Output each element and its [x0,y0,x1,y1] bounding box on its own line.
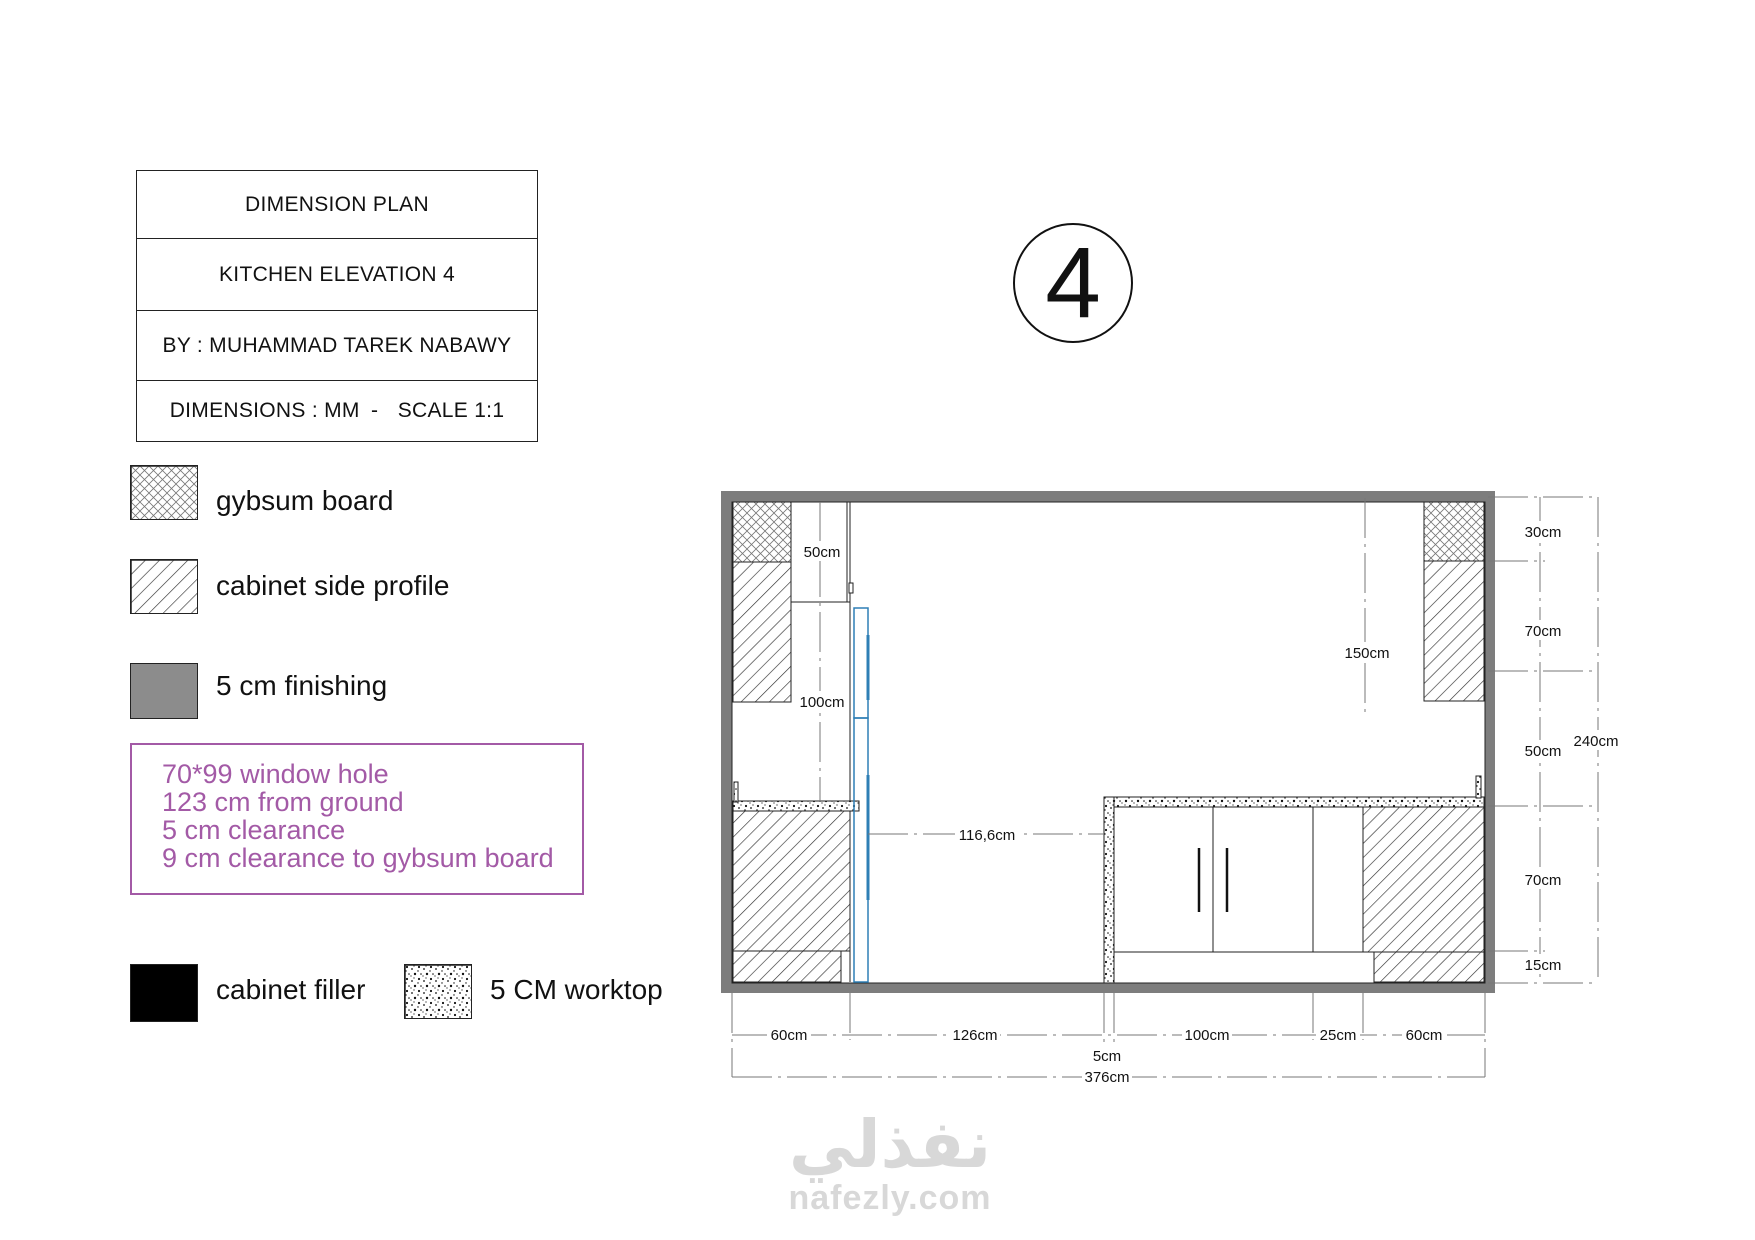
left-gypsum-board [733,502,791,562]
dim-50-upper: 50cm [803,544,841,561]
worktop-label: 5 CM worktop [490,974,663,1005]
dim-b60-left: 60cm [770,1027,808,1044]
separator: - [371,399,379,422]
dim-70-upper: 70cm [1524,623,1562,640]
dim-b60-right: 60cm [1405,1027,1443,1044]
dim-b126: 126cm [952,1027,998,1044]
dim-b100: 100cm [1184,1027,1230,1044]
dim-b25: 25cm [1319,1027,1357,1044]
right-gypsum-board [1424,502,1484,561]
watermark [760,1106,1020,1217]
elevation-number: 4 [1045,227,1101,339]
watermark-latin: nafezly.com [788,1179,992,1217]
gypsum-label: gybsum board [216,485,394,516]
left-upper-cabinet [733,562,791,702]
scale-label: SCALE 1:1 [397,399,505,422]
dim-50-right: 50cm [1524,743,1562,760]
dim-b5: 5cm [1092,1048,1122,1065]
watermark-arabic: نفذلي [789,1106,991,1183]
note-line-2: 123 cm from ground [162,787,404,817]
finishing-label: 5 cm finishing [216,670,388,701]
left-base-cabinet [733,811,850,982]
units-label: DIMENSIONS : MM [169,399,360,422]
dim-150: 150cm [1344,645,1390,662]
author-label: BY : MUHAMMAD TAREK NABAWY [162,333,512,357]
dim-240: 240cm [1573,733,1619,750]
dim-70-lower: 70cm [1524,872,1562,889]
note-line-1: 70*99 window hole [162,759,389,789]
right-upper-cabinet [1424,561,1484,701]
dim-30: 30cm [1524,524,1562,541]
dim-15: 15cm [1524,957,1562,974]
note-line-4: 9 cm clearance to gybsum board [162,843,554,873]
note-line-3: 5 cm clearance [162,815,346,845]
filler-label: cabinet filler [216,974,366,1005]
dim-116-6: 116,6cm [958,827,1016,844]
side-profile-label: cabinet side profile [216,570,450,601]
dim-b376: 376cm [1084,1069,1130,1086]
plan-title: DIMENSION PLAN [245,192,429,216]
dim-100-left: 100cm [799,694,845,711]
elevation-title: KITCHEN ELEVATION 4 [219,262,455,286]
